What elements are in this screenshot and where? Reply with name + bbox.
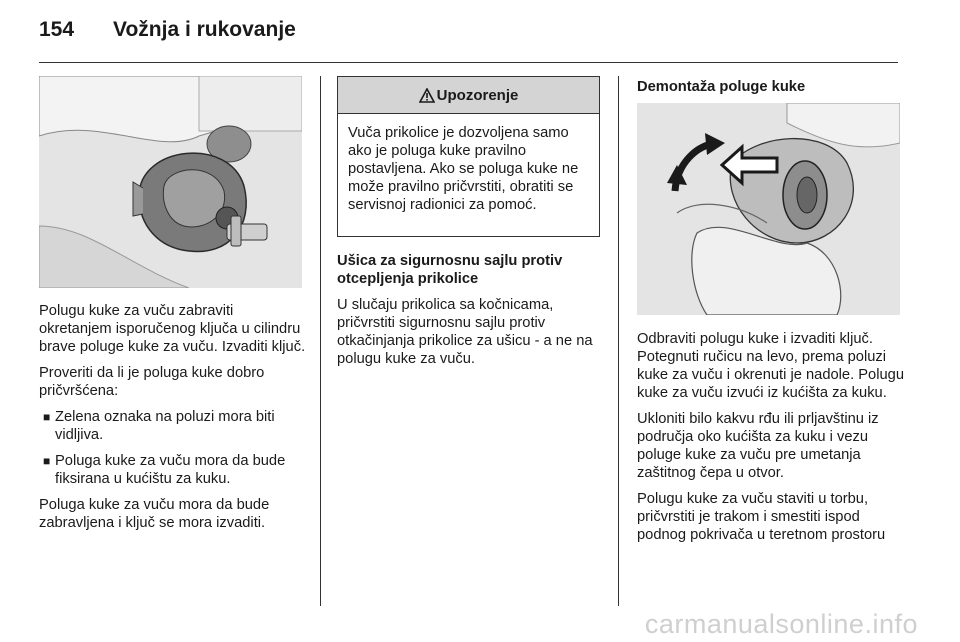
- header-rule: [39, 62, 898, 63]
- closing-paragraph: Poluga kuke za vuču mora da bude zabravljena i ključ se mora izvaditi.: [39, 497, 270, 531]
- section-heading: Demontaža poluge kuke: [637, 79, 806, 95]
- tow-hook-removal-illustration: [637, 103, 900, 315]
- instruction-paragraph: Polugu kuke za vuču zabraviti okretanjem isporučenog ključa u cilindru brave poluge kuke za vuču. Izvaditi ključ.: [39, 303, 306, 355]
- list-item: ■ Zelena oznaka na poluzi mora biti vidljiva.: [43, 409, 275, 443]
- warning-triangle-icon: [419, 88, 435, 103]
- warning-box: [337, 76, 600, 237]
- warning-header: [338, 77, 599, 114]
- storage-paragraph: Polugu kuke za vuču staviti u torbu, pričvrstiti je trakom i smestiti ispod podnog pokrivača u teretnom prostoru: [637, 491, 886, 543]
- left-column-text: [39, 302, 309, 540]
- right-column-heading-wrap: [637, 78, 907, 104]
- section-paragraph: U slučaju prikolica sa kočnicama, pričvrstiti sigurnosnu sajlu protiv otkačinjanja prikolice za ušicu - a ne na polugu kuke za vuču.: [337, 297, 593, 367]
- warning-body: Vuča prikolice je dozvoljena samo ako je poluga kuke pravilno postavljena. Ako se poluga kuke ne može pravilno pričvrstiti, obratiti se servisnoj radionici za pomoć.: [348, 125, 579, 213]
- list-item: ■ Poluga kuke za vuču mora da bude fiksirana u kućištu za kuku.: [43, 453, 286, 487]
- column-divider-left: [320, 76, 321, 606]
- watermark: carmanualsonline.info: [644, 609, 918, 639]
- page-number: 154: [39, 18, 75, 41]
- page-header: [39, 18, 296, 42]
- section-heading: Ušica za sigurnosnu sajlu protiv otcepljenja prikolice: [337, 253, 563, 287]
- cleaning-paragraph: Ukloniti bilo kakvu rđu ili prljavštinu iz područja oko kućišta za kuku i vezu poluge kuke za vuču pre umetanja zaštitnog čepa u otvor.: [637, 411, 879, 481]
- middle-column-text: [337, 252, 607, 376]
- column-divider-right: [618, 76, 619, 606]
- check-paragraph: Proveriti da li je poluga kuke dobro pričvršćena:: [39, 365, 265, 399]
- removal-paragraph: Odbraviti polugu kuke i izvaditi ključ. Potegnuti ručicu na levo, prema poluzi kuke za vuču i okrenuti je nadole. Polugu kuke za vuču izvući iz kućišta za kuku.: [637, 331, 904, 401]
- page-title: Vožnja i rukovanje: [113, 18, 296, 41]
- right-column-text: [637, 330, 907, 552]
- tow-hook-lock-illustration: [39, 76, 302, 288]
- warning-title: Upozorenje: [436, 86, 519, 104]
